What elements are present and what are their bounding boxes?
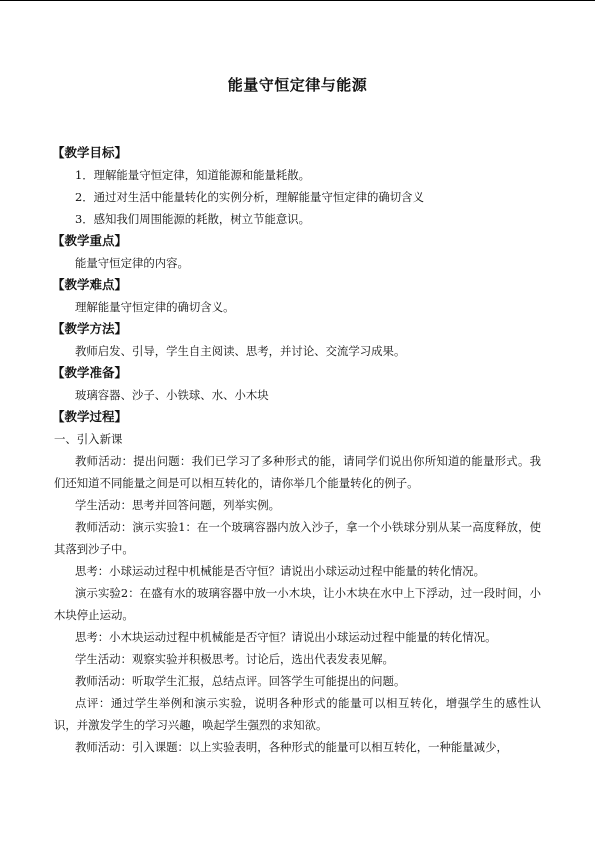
goal-item: 1．理解能量守恒定律，知道能源和能量耗散。 <box>75 168 311 182</box>
difficulties-text: 理解能量守恒定律的确切含义。 <box>75 300 235 314</box>
process-paragraph: 思考：小球运动过程中机械能是否守恒？请说出小球运动过程中能量的转化情况。 <box>75 564 486 578</box>
process-paragraph: 教师活动：提出问题：我们已学习了多种形式的能，请同学们说出你所知道的能量形式。我们还知道不同能量之间是可以相互转化的，请你举几个能量转化的例子。 <box>54 454 541 490</box>
section-heading-goals: 【教学目标】 <box>52 145 128 160</box>
process-paragraph: 点评：通过学生举例和演示实验，说明各种形式的能量可以相互转化，增强学生的感性认识，并激发学生的学习兴趣，唤起学生强烈的求知欲。 <box>54 696 541 732</box>
process-paragraph: 教师活动：听取学生汇报，总结点评。回答学生可能提出的问题。 <box>75 674 406 688</box>
section-heading-preparation: 【教学准备】 <box>52 365 128 380</box>
process-paragraph: 教师活动：引入课题：以上实验表明，各种形式的能量可以相互转化，一种能量减少， <box>75 740 508 754</box>
goal-item: 2．通过对生活中能量转化的实例分析，理解能量守恒定律的确切含义 <box>75 190 424 204</box>
key-points-text: 能量守恒定律的内容。 <box>75 256 189 270</box>
goal-item: 3．感知我们周围能源的耗散，树立节能意识。 <box>75 212 311 226</box>
process-paragraph: 思考：小木块运动过程中机械能是否守恒？请说出小球运动过程中能量的转化情况。 <box>75 630 497 644</box>
top-border-line <box>0 0 595 1</box>
methods-text: 教师启发、引导，学生自主阅读、思考，并讨论、交流学习成果。 <box>75 344 406 358</box>
section-heading-process: 【教学过程】 <box>52 409 128 424</box>
document-body <box>54 142 541 758</box>
preparation-text: 玻璃容器、沙子、小铁球、水、小木块 <box>75 388 269 402</box>
process-paragraph: 学生活动：观察实验并积极思考。讨论后，选出代表发表见解。 <box>75 652 394 666</box>
process-paragraph: 教师活动：演示实验1：在一个玻璃容器内放入沙子，拿一个小铁球分别从某一高度释放，使其落到沙子中。 <box>54 520 541 556</box>
page-title: 能量守恒定律与能源 <box>227 76 368 94</box>
process-paragraph: 演示实验2：在盛有水的玻璃容器中放一小木块，让小木块在水中上下浮动，过一段时间，小木块停止运动。 <box>54 586 541 622</box>
section-heading-key-points: 【教学重点】 <box>52 233 128 248</box>
section-heading-difficulties: 【教学难点】 <box>52 277 128 292</box>
section-heading-methods: 【教学方法】 <box>52 321 128 336</box>
process-subheading: 一、引入新课 <box>54 432 123 446</box>
process-paragraph: 学生活动：思考并回答问题，列举实例。 <box>75 498 281 512</box>
